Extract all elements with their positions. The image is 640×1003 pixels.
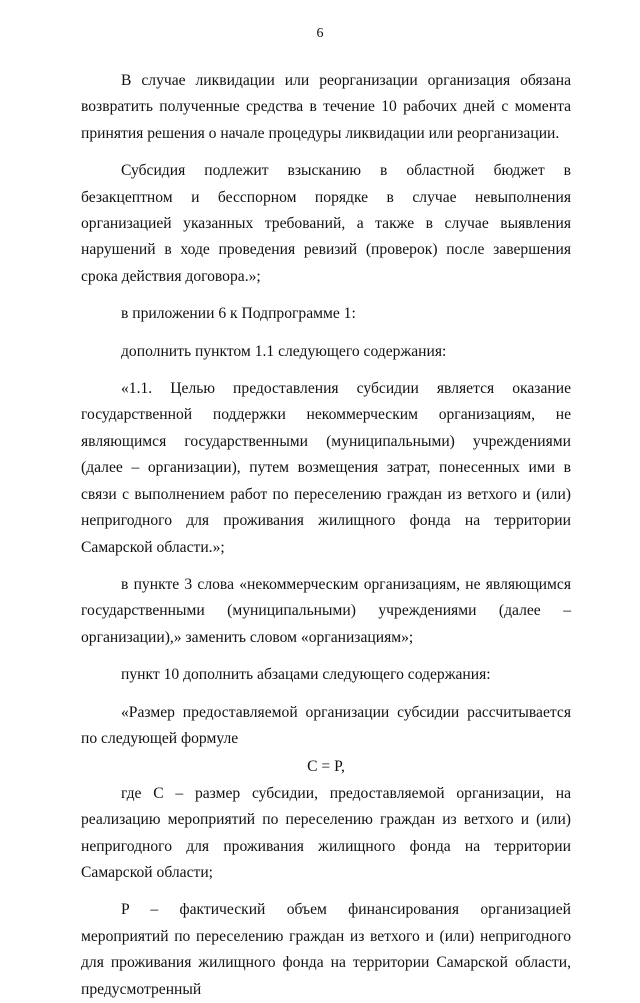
paragraph: P – фактический объем финансирования организацией мероприятий по переселению граждан из ветхого и (или) непригодного для проживания жилищного фонда на территории Самарской области, предусмотренный: [81, 901, 571, 998]
paragraph: где C – размер субсидии, предоставляемой организации, на реализацию мероприятий по переселению граждан из ветхого и (или) непригодного для проживания жилищного фонда на территории Самарской области;: [81, 784, 571, 881]
page-number: 6: [316, 26, 324, 41]
paragraph: «Размер предоставляемой организации субсидии рассчитывается по следующей формуле: [81, 703, 571, 747]
document-body: [81, 68, 571, 1003]
paragraph: «1.1. Целью предоставления субсидии является оказание государственной поддержки некоммерческим организациям, не являющимся государственными (муниципальными) учреждениями (далее – организации), путем возмещения затрат, понесенных ими в связи с выполнением работ по переселению граждан из ветхого и (или) непригодного для проживания жилищного фонда на территории Самарской области.»;: [81, 380, 571, 556]
paragraph: В случае ликвидации или реорганизации организация обязана возвратить полученные средства в течение 10 рабочих дней с момента принятия решения о начале процедуры ликвидации или реорганизации.: [81, 72, 571, 142]
paragraph: Субсидия подлежит взысканию в областной бюджет в безакцептном и бесспорном порядке в случае невыполнения организацией указанных требований, а также в случае выявления нарушений в ходе проведения ревизий (проверок) после завершения срока действия договора.»;: [81, 162, 571, 285]
paragraph: пункт 10 дополнить абзацами следующего содержания:: [121, 666, 491, 684]
paragraph: в пункте 3 слова «некоммерческим организациям, не являющимся государственными (муниципальными) учреждениями (далее – организации),» заменить словом «организациям»;: [81, 575, 571, 646]
formula: C = P,: [307, 758, 345, 776]
paragraph: дополнить пунктом 1.1 следующего содержания:: [121, 342, 447, 360]
paragraph: в приложении 6 к Подпрограмме 1:: [121, 305, 356, 323]
